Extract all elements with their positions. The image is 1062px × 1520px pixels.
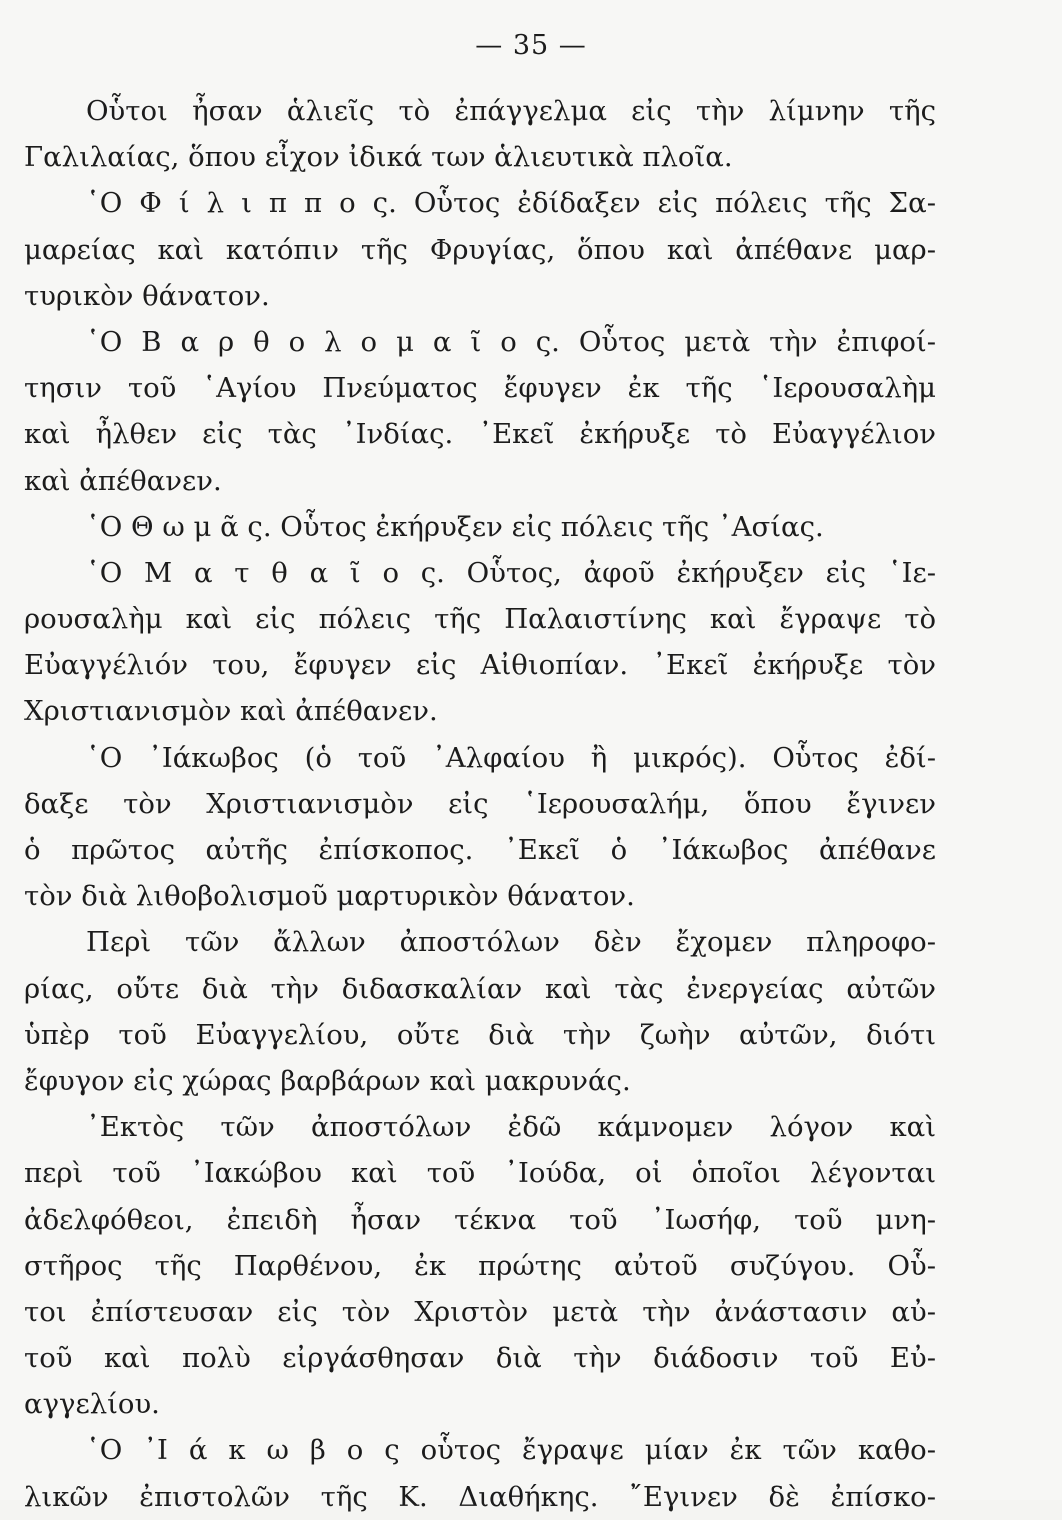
text-line: τυρικὸν θάνατον. bbox=[24, 279, 270, 312]
text-line: ἀδελφόθεοι, ἐπειδὴ ἦσαν τέκνα τοῦ ᾿Ιωσήφ, τοῦ μνη- bbox=[24, 1203, 936, 1236]
text-line: μαρείας καὶ κατόπιν τῆς Φρυγίας, ὅπου καὶ ἀπέθανε μαρ- bbox=[24, 233, 936, 266]
text-line: Χριστιανισμὸν καὶ ἀπέθανεν. bbox=[24, 695, 438, 728]
text-line: αγγελίου. bbox=[24, 1388, 160, 1421]
text-line: ῾Ο ᾿Ι ά κ ω β ο ς οὗτος ἔγραψε μίαν ἐκ τῶν καθο- bbox=[86, 1434, 936, 1467]
text-line: στῆρος τῆς Παρθένου, ἐκ πρώτης αὐτοῦ συζύγου. Οὗ- bbox=[24, 1249, 936, 1282]
text-line: δαξε τὸν Χριστιανισμὸν εἰς ῾Ιερουσαλήμ, ὅπου ἔγινεν bbox=[24, 787, 936, 820]
text-line: λικῶν ἐπιστολῶν τῆς Κ. Διαθήκης. ῎Εγινεν δὲ ἐπίσκο- bbox=[24, 1480, 936, 1513]
text-line: ῾Ο Β α ρ θ ο λ ο μ α ῖ ο ς. Οὗτος μετὰ τὴν ἐπιφοί- bbox=[86, 325, 936, 358]
text-line: Εὐαγγέλιόν του, ἔφυγεν εἰς Αἰθιοπίαν. ᾿Εκεῖ ἐκήρυξε τὸν bbox=[24, 649, 936, 682]
text-line: ὑπὲρ τοῦ Εὐαγγελίου, οὔτε διὰ τὴν ζωὴν αὐτῶν, διότι bbox=[24, 1018, 936, 1051]
text-line: Γαλιλαίας, ὅπου εἶχον ἰδικά των ἁλιευτικὰ πλοῖα. bbox=[24, 141, 733, 174]
text-line: καὶ ἦλθεν εἰς τὰς ᾿Ινδίας. ᾿Εκεῖ ἐκήρυξε τὸ Εὐαγγέλιον bbox=[24, 418, 936, 451]
text-line: ρίας, οὔτε διὰ τὴν διδασκαλίαν καὶ τὰς ἐνεργείας αὐτῶν bbox=[24, 972, 936, 1005]
text-line: ὁ πρῶτος αὐτῆς ἐπίσκοπος. ᾿Εκεῖ ὁ ᾿Ιάκωβος ἀπέθανε bbox=[24, 834, 936, 866]
text-line: ᾿Εκτὸς τῶν ἀποστόλων ἐδῶ κάμνομεν λόγον καὶ bbox=[86, 1111, 936, 1144]
text-line: ῾Ο Μ α τ θ α ῖ ο ς. Οὗτος, ἀφοῦ ἐκήρυξεν εἰς ῾Ιε- bbox=[86, 556, 936, 589]
text-line: ἔφυγον εἰς χώρας βαρβάρων καὶ μακρυνάς. bbox=[24, 1064, 631, 1097]
text-line: περὶ τοῦ ᾿Ιακώβου καὶ τοῦ ᾿Ιούδα, οἱ ὁποῖοι λέγονται bbox=[24, 1157, 936, 1190]
text-line: τὸν διὰ λιθοβολισμοῦ μαρτυρικὸν θάνατον. bbox=[24, 880, 635, 913]
text-line: καὶ ἀπέθανεν. bbox=[24, 464, 222, 497]
text-line: Περὶ τῶν ἄλλων ἀποστόλων δὲν ἔχομεν πληροφο- bbox=[86, 926, 936, 959]
page-number: — 35 — bbox=[475, 30, 587, 61]
text-line: Οὗτοι ἦσαν ἁλιεῖς τὸ ἐπάγγελμα εἰς τὴν λίμνην τῆς bbox=[86, 95, 936, 127]
text-line: τησιν τοῦ ῾Αγίου Πνεύματος ἔφυγεν ἐκ τῆς ῾Ιερουσαλὴμ bbox=[24, 372, 936, 405]
body-text bbox=[24, 88, 936, 1520]
text-line: τοι ἐπίστευσαν εἰς τὸν Χριστὸν μετὰ τὴν ἀνάστασιν αὐ- bbox=[24, 1295, 936, 1328]
text-line: ῾Ο Θ ω μ ᾶ ς. Οὗτος ἐκήρυξεν εἰς πόλεις τῆς ᾿Ασίας. bbox=[86, 510, 824, 543]
text-line: ρουσαλὴμ καὶ εἰς πόλεις τῆς Παλαιστίνης καὶ ἔγραψε τὸ bbox=[24, 603, 936, 636]
text-line: ῾Ο Φ ί λ ι π π ο ς. Οὗτος ἐδίδαξεν εἰς πόλεις τῆς Σα- bbox=[86, 187, 936, 220]
text-line: τοῦ καὶ πολὺ εἰργάσθησαν διὰ τὴν διάδοσιν τοῦ Εὐ- bbox=[24, 1342, 936, 1375]
text-line: ῾Ο ᾿Ιάκωβος (ὁ τοῦ ᾿Αλφαίου ἢ μικρός). Οὗτος ἐδί- bbox=[86, 741, 936, 774]
